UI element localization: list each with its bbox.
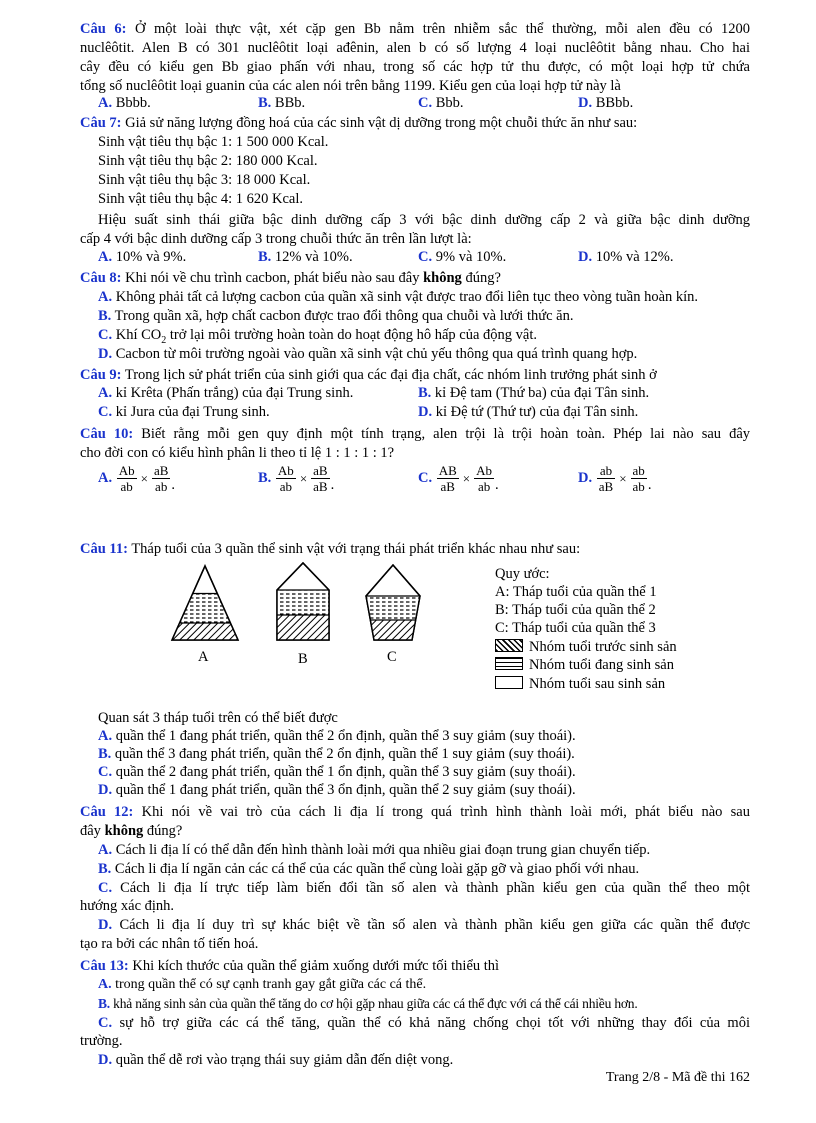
- empty-swatch-icon: [495, 676, 523, 689]
- page-footer: Trang 2/8 - Mã đề thi 162: [605, 1070, 750, 1085]
- fraction: $\frac{Ab}{ab}$: [118, 463, 135, 494]
- q10-line2: cho đời con có kiểu hình phân li theo tỉ lệ 1 : 1 : 1 : 1?: [80, 445, 395, 461]
- q7-option-d[interactable]: D. 10% và 12%.: [578, 249, 674, 265]
- q7-level-1: Sinh vật tiêu thụ bậc 1: 1 500 000 Kcal.: [98, 134, 329, 150]
- q10-option-c[interactable]: C. $\frac{AB}{aB}$ × $\frac{Ab}{ab}$ .: [418, 463, 499, 494]
- pyramid-b: [277, 563, 329, 640]
- q7-question-line1: Hiệu suất sinh thái giữa bậc dinh dưỡng cấp 3 với bậc dinh dưỡng cấp 2 và giữa bậc dinh dưỡng: [98, 212, 750, 228]
- q13-stem: Câu 13: Khi kích thước của quần thể giảm xuống dưới mức tối thiểu thì: [80, 958, 500, 974]
- q10-line1: Câu 10: Biết rằng mỗi gen quy định một tính trạng, alen trội là trội hoàn toàn. Phép lai nào sau đây: [80, 426, 751, 442]
- q11-stem: Câu 11: Tháp tuổi của 3 quần thể sinh vật với trạng thái phát triển khác nhau như sau:: [80, 541, 581, 557]
- q10-option-d[interactable]: D. $\frac{ab}{aB}$ × $\frac{ab}{ab}$ .: [578, 463, 652, 494]
- legend-prereproductive: Nhóm tuổi trước sinh sản: [495, 638, 677, 656]
- q6-line2: nuclêôtit. Alen B có 301 nuclêôtit loại ađênin, alen b có số lượng 4 loại nuclêôtit bằng nhau. Cho hai: [80, 40, 750, 56]
- q13-option-b[interactable]: B. khả năng sinh sản của quần thể tăng do cơ hội gặp nhau giữa các cá thể đực với cá thể cái nhiều hơn.: [98, 996, 638, 1011]
- q9-option-b[interactable]: B. kỉ Đệ tam (Thứ ba) của đại Tân sinh.: [418, 385, 650, 401]
- fraction: $\frac{Ab}{ab}$: [277, 463, 294, 494]
- fraction: $\frac{AB}{aB}$: [438, 463, 457, 494]
- legend-c: C: Tháp tuổi của quần thể 3: [495, 620, 656, 636]
- legend-reproductive: Nhóm tuổi đang sinh sản: [495, 656, 674, 674]
- legend-title: Quy ước:: [495, 566, 550, 582]
- q11-option-c[interactable]: C. quần thể 2 đang phát triển, quần thể 1 ổn định, quần thể 3 suy giảm (suy thoái).: [98, 764, 576, 780]
- q11-option-d[interactable]: D. quần thể 1 đang phát triển, quần thể 3 ổn định, quần thể 2 suy giảm (suy thoái).: [98, 782, 576, 798]
- q7-option-c[interactable]: C. 9% và 10%.: [418, 249, 507, 265]
- q11-option-b[interactable]: B. quần thể 3 đang phát triển, quần thể 2 ổn định, quần thể 1 suy giảm (suy thoái).: [98, 746, 575, 762]
- q10-option-b[interactable]: B. $\frac{Ab}{ab}$ × $\frac{aB}{aB}$ .: [258, 463, 335, 494]
- pyramid-label-b: B: [298, 651, 308, 667]
- q9-option-c[interactable]: C. kỉ Jura của đại Trung sinh.: [98, 404, 270, 420]
- q6-option-b[interactable]: B. BBb.: [258, 95, 306, 111]
- q6-option-d[interactable]: D. BBbb.: [578, 95, 634, 111]
- q11-option-a[interactable]: A. quần thể 1 đang phát triển, quần thể 2 ổn định, quần thể 3 suy giảm (suy thoái).: [98, 728, 576, 744]
- q13-option-c-cont: trường.: [80, 1033, 123, 1049]
- q8-option-d[interactable]: D. Cacbon từ môi trường ngoài vào quần xã sinh vật chủ yếu thông qua quá trình quang hợp.: [98, 346, 638, 362]
- q9-option-d[interactable]: D. kỉ Đệ tứ (Thứ tư) của đại Tân sinh.: [418, 404, 639, 420]
- q6-option-c[interactable]: C. Bbb.: [418, 95, 464, 111]
- q11-prompt: Quan sát 3 tháp tuổi trên có thể biết được: [98, 710, 338, 726]
- q6-line4: tổng số nuclêôtit loại guanin của các alen nói trên bằng 1199. Kiểu gen của loại hợp tử này là: [80, 78, 621, 94]
- q7-option-b[interactable]: B. 12% và 10%.: [258, 249, 353, 265]
- fraction: $\frac{Ab}{ab}$: [476, 463, 493, 494]
- q7-level-2: Sinh vật tiêu thụ bậc 2: 180 000 Kcal.: [98, 153, 318, 169]
- q8-option-a[interactable]: A. Không phải tất cả lượng cacbon của quần xã sinh vật được trao đổi liên tục theo vòng tuần hoàn kín.: [98, 289, 699, 305]
- q8-option-c[interactable]: C. Khí $CO_2$ trở lại môi trường hoàn toàn do hoạt động hô hấp của động vật.: [98, 327, 537, 346]
- q12-option-c-cont: hướng xác định.: [80, 898, 175, 914]
- fraction: $\frac{ab}{aB}$: [598, 463, 614, 494]
- q12-option-c[interactable]: C. Cách li địa lí trực tiếp làm biến đổi tần số alen và thành phần kiểu gen của quần thể theo một: [98, 880, 750, 896]
- fraction: $\frac{ab}{ab}$: [632, 463, 645, 494]
- q10-options-row: [0, 463, 816, 503]
- q7-option-a[interactable]: A. 10% và 9%.: [98, 249, 187, 265]
- q9-option-a[interactable]: A. kỉ Krêta (Phấn trắng) của đại Trung sinh.: [98, 385, 354, 401]
- pyramid-c: [366, 565, 420, 640]
- q7-level-4: Sinh vật tiêu thụ bậc 4: 1 620 Kcal.: [98, 191, 303, 207]
- q8-option-b[interactable]: B. Trong quần xã, hợp chất cacbon được trao đổi thông qua chuỗi và lưới thức ăn.: [98, 308, 574, 324]
- pyramid-a: [172, 566, 238, 640]
- legend-postreproductive: Nhóm tuổi sau sinh sản: [495, 675, 665, 693]
- q13-option-d[interactable]: D. quần thể dễ rơi vào trạng thái suy giảm dẫn đến diệt vong.: [98, 1052, 454, 1068]
- q12-option-d[interactable]: D. Cách li địa lí duy trì sự khác biệt về tần số alen và thành phần kiểu gen giữa các quần thể được: [98, 917, 751, 933]
- q12-option-b[interactable]: B. Cách li địa lí ngăn cản các cá thể của các quần thể cùng loài gặp gỡ và giao phối với nhau.: [98, 861, 640, 877]
- q6-label: Câu 6:: [80, 21, 127, 37]
- dash-swatch-icon: [495, 657, 523, 670]
- q10-option-a[interactable]: A. $\frac{Ab}{ab}$ × $\frac{aB}{ab}$ .: [98, 463, 176, 494]
- q12-line1: Câu 12: Khi nói về vai trò của cách li địa lí trong quá trình hình thành loài mới, phát biểu nào sau: [80, 804, 750, 820]
- fraction: $\frac{aB}{ab}$: [153, 463, 169, 494]
- q12-option-a[interactable]: A. Cách li địa lí có thể dẫn đến hình thành loài mới qua nhiều giai đoạn trung gian chuyển tiếp.: [98, 842, 651, 858]
- q7-stem: Câu 7: Giả sử năng lượng đồng hoá của các sinh vật dị dưỡng trong một chuỗi thức ăn như sau:: [80, 115, 638, 131]
- q8-stem: Câu 8: Khi nói về chu trình cacbon, phát biểu nào sau đây không đúng?: [80, 270, 501, 286]
- q12-option-d-cont: tạo ra bởi các nhân tố tiến hoá.: [80, 936, 259, 952]
- legend-b: B: Tháp tuổi của quần thể 2: [495, 602, 656, 618]
- q12-line2: đây không đúng?: [80, 823, 183, 839]
- q6-line1: Câu 6: Ở một loài thực vật, xét cặp gen Bb nằm trên nhiễm sắc thể thường, mỗi alen đều có 1200: [80, 21, 751, 37]
- q6-line3: cây đều có kiểu gen Bb giao phấn với nhau, trong số các hợp tử thu được, có một loại hợp tử chứa: [80, 59, 750, 75]
- q13-option-c[interactable]: C. sự hỗ trợ giữa các cá thể tăng, quần thể có khả năng chống chọi tốt với những thay đổi của môi: [98, 1015, 750, 1031]
- q13-option-a[interactable]: A. trong quần thể có sự cạnh tranh gay gắt giữa các cá thể.: [98, 977, 427, 992]
- q7-level-3: Sinh vật tiêu thụ bậc 3: 18 000 Kcal.: [98, 172, 311, 188]
- hatch-swatch-icon: [495, 639, 523, 652]
- fraction: $\frac{aB}{aB}$: [313, 463, 328, 494]
- legend-a: A: Tháp tuổi của quần thể 1: [495, 584, 657, 600]
- q7-question-line2: cấp 4 với bậc dinh dưỡng cấp 3 trong chuỗi thức ăn trên lần lượt là:: [80, 231, 472, 247]
- pyramid-label-a: A: [198, 649, 209, 665]
- q6-option-a[interactable]: A. Bbbb.: [98, 95, 151, 111]
- pyramid-label-c: C: [387, 649, 397, 665]
- q9-stem: Câu 9: Trong lịch sử phát triển của sinh giới qua các đại địa chất, các nhóm linh trưởng phát sinh ở: [80, 367, 657, 383]
